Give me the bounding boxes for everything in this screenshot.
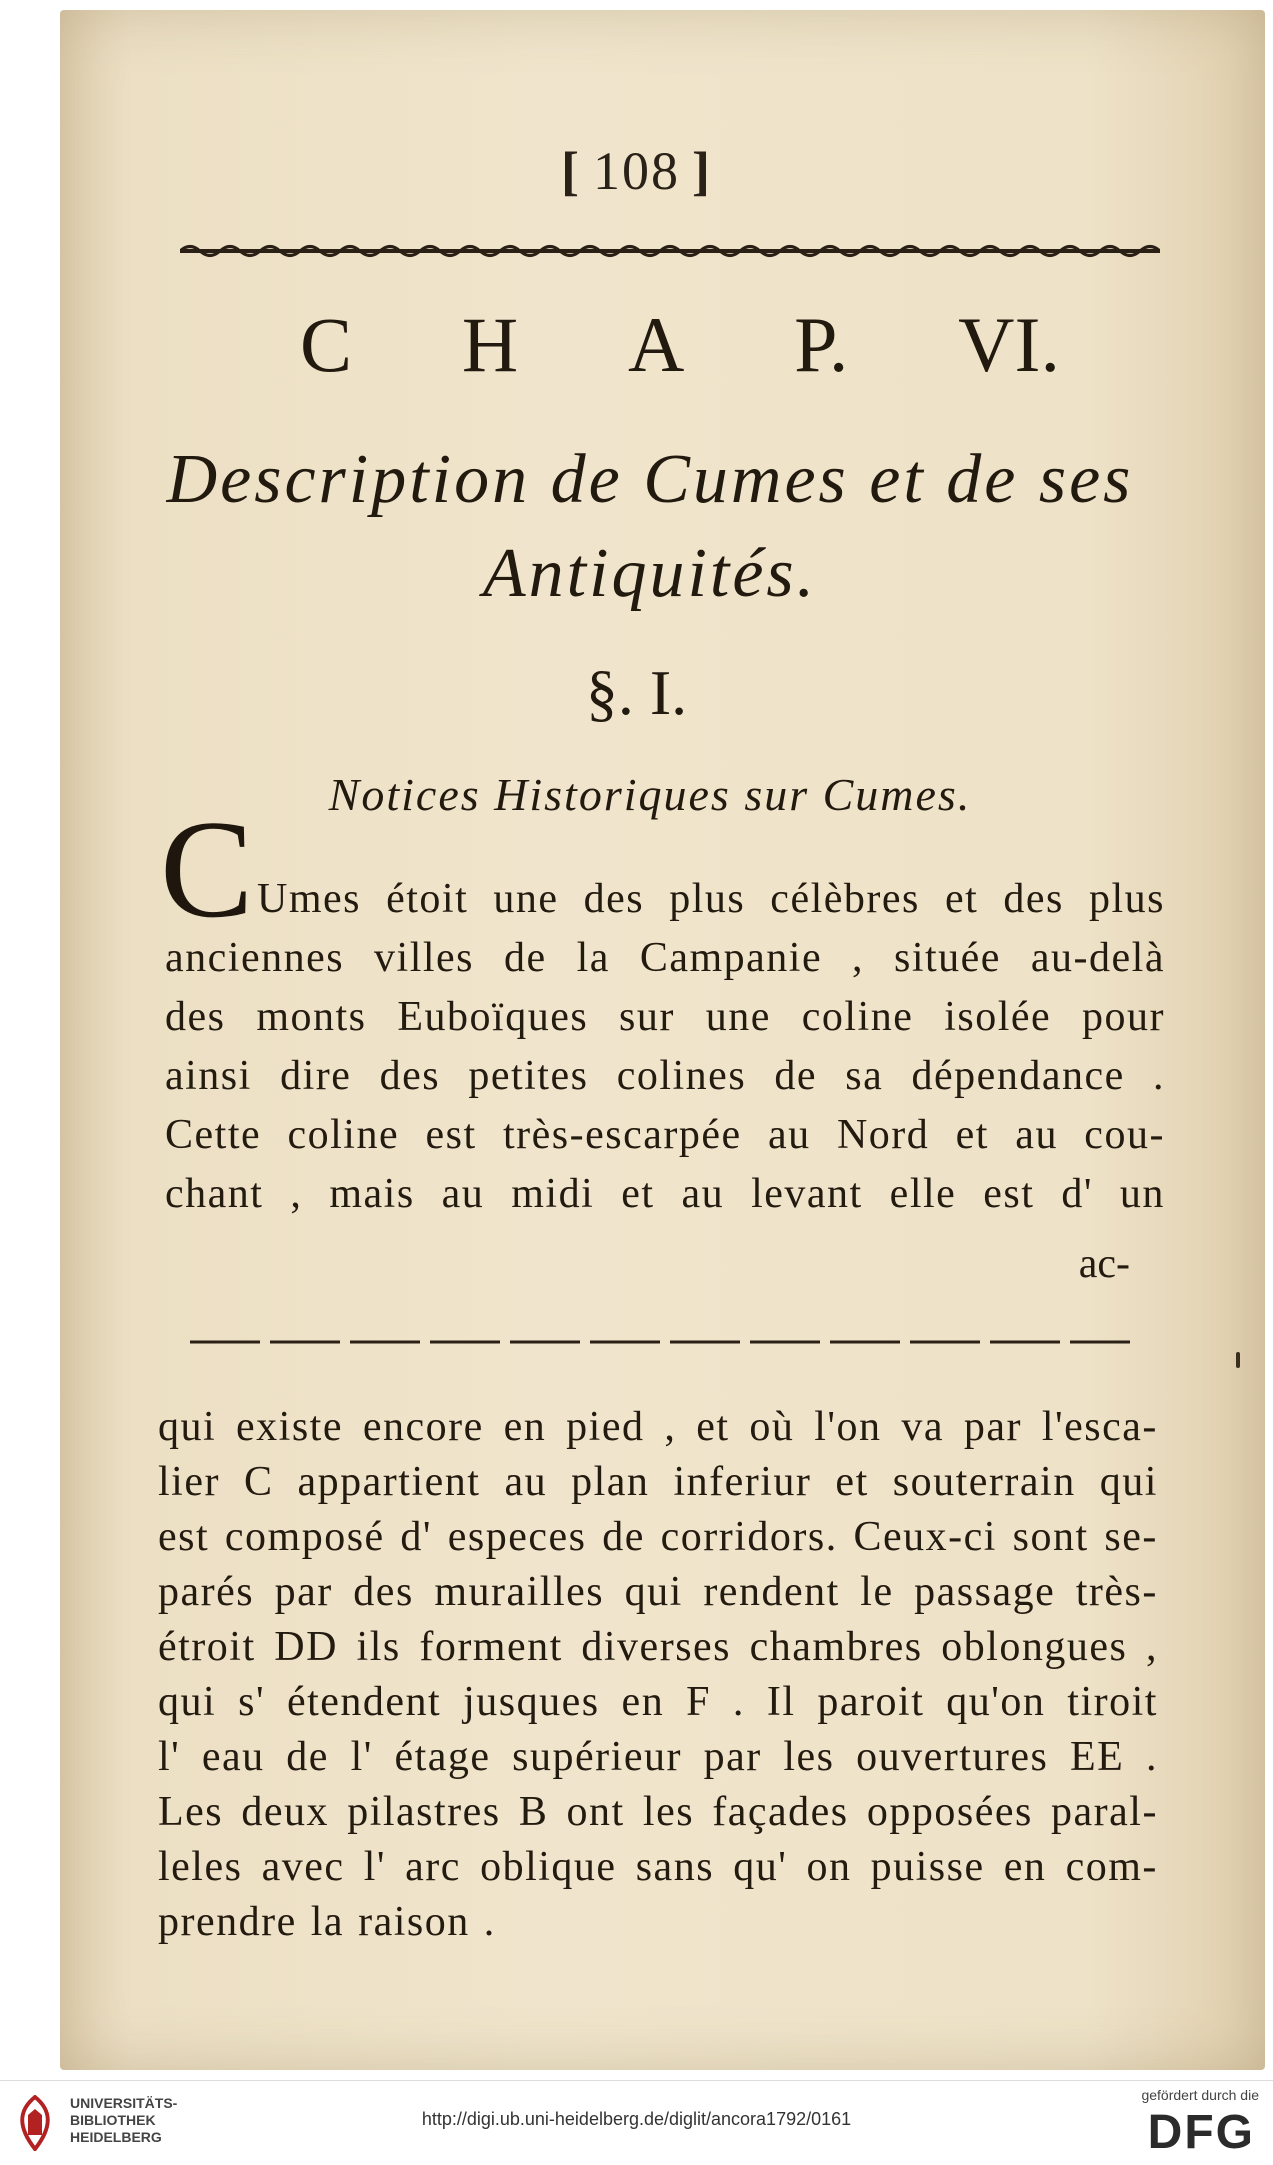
word: des: [353, 1569, 414, 1615]
word: par: [703, 1734, 762, 1780]
word: la: [310, 1899, 345, 1945]
word: cou-: [1084, 1112, 1165, 1158]
text-line: [158, 1620, 1158, 1675]
word: arc: [405, 1844, 461, 1890]
section-mark: §. I.: [585, 657, 688, 728]
word: Nord: [836, 1112, 930, 1158]
word: anciennes: [165, 935, 345, 981]
word: plus: [1088, 876, 1165, 922]
word: plus: [669, 876, 746, 922]
word: DD: [274, 1624, 338, 1670]
text-line: [165, 1047, 1165, 1106]
text-line: [165, 1165, 1165, 1224]
word: dire: [280, 1053, 352, 1099]
word: le: [860, 1569, 894, 1615]
text-line: [158, 1895, 1158, 1950]
word: chambres: [749, 1624, 923, 1670]
word: très-: [1075, 1569, 1158, 1615]
word: existe: [236, 1404, 343, 1450]
library-name-line: UNIVERSITÄTS-: [70, 2095, 178, 2111]
word: ouvertures: [856, 1734, 1049, 1780]
text-line: [158, 1730, 1158, 1785]
word: des: [379, 1053, 441, 1099]
word: les: [642, 1789, 695, 1835]
word: Cette: [165, 1112, 262, 1158]
word: au: [441, 1171, 485, 1217]
word: ainsi: [165, 1053, 252, 1099]
word: étendent: [286, 1679, 442, 1725]
word: paral-: [1051, 1789, 1158, 1835]
word: en: [621, 1679, 665, 1725]
funder-caption: gefördert durch die: [1141, 2087, 1259, 2103]
word: Euboïques: [397, 994, 589, 1040]
word: l': [363, 1844, 386, 1890]
word: des: [165, 994, 226, 1040]
word: étroit: [158, 1624, 256, 1670]
word: au: [504, 1459, 548, 1505]
page-number-left-brace: [: [561, 141, 581, 201]
margin-mark: [1236, 1352, 1240, 1368]
word: petites: [468, 1053, 589, 1099]
word: l'esca-: [1041, 1404, 1158, 1450]
word: especes: [447, 1514, 587, 1560]
word: sans: [635, 1844, 715, 1890]
word: deux: [241, 1789, 329, 1835]
word: de: [602, 1514, 645, 1560]
word: paroit: [817, 1679, 925, 1725]
word: est: [425, 1112, 477, 1158]
word: au: [767, 1112, 811, 1158]
word: midi: [511, 1171, 595, 1217]
text-line: [158, 1675, 1158, 1730]
word: sa: [845, 1053, 884, 1099]
word: l'on: [814, 1404, 882, 1450]
word: étoit: [386, 876, 469, 922]
word: où: [749, 1404, 795, 1450]
word: par: [963, 1404, 1022, 1450]
word: se-: [1104, 1514, 1158, 1560]
word: très-escarpée: [502, 1112, 742, 1158]
word: oblique: [480, 1844, 617, 1890]
word: la: [576, 935, 610, 981]
text-line: [165, 1106, 1165, 1165]
text-line: [165, 870, 1165, 929]
word: B: [518, 1789, 549, 1835]
chapter-letter: P.: [794, 301, 849, 388]
word: va: [901, 1404, 944, 1450]
word: mais: [329, 1171, 415, 1217]
word: colines: [616, 1053, 747, 1099]
word: ,: [852, 935, 865, 981]
word: d': [1061, 1171, 1093, 1217]
word: lier: [158, 1459, 220, 1505]
word: opposées: [866, 1789, 1033, 1835]
page-number-right-brace: ]: [692, 141, 712, 201]
word: ,: [1145, 1624, 1158, 1670]
word: qu': [733, 1844, 788, 1890]
word: supérieur: [512, 1734, 682, 1780]
word: prendre: [158, 1899, 297, 1945]
word: et: [696, 1404, 730, 1450]
word: isolée: [944, 994, 1052, 1040]
word: leles: [158, 1844, 243, 1890]
word: corridors.: [660, 1514, 838, 1560]
text-line: [158, 1510, 1158, 1565]
word: des: [1003, 876, 1064, 922]
word: on: [806, 1844, 852, 1890]
chapter-heading: [300, 300, 1060, 390]
word: au: [1015, 1112, 1058, 1158]
text-line: [165, 988, 1165, 1047]
word: est: [158, 1514, 210, 1560]
word: d': [400, 1514, 432, 1560]
word: inferiur: [673, 1459, 812, 1505]
word: ,: [290, 1171, 303, 1217]
word: monts: [256, 994, 367, 1040]
word: puisse: [870, 1844, 985, 1890]
word: levant: [751, 1171, 863, 1217]
text-line: [158, 1565, 1158, 1620]
word: dépendance: [911, 1053, 1125, 1099]
chapter-letter: C: [300, 301, 353, 388]
word: célèbres: [770, 876, 920, 922]
word: s': [238, 1679, 266, 1725]
word: en: [503, 1404, 547, 1450]
word: façades: [712, 1789, 849, 1835]
catchword: ac-: [1078, 1241, 1130, 1287]
word: jusques: [463, 1679, 600, 1725]
chapter-title-line-2: Antiquités.: [482, 535, 818, 612]
word: en: [1003, 1844, 1047, 1890]
word: de: [503, 935, 547, 981]
page-number-value: 108: [593, 141, 680, 201]
word: qu'on: [946, 1679, 1046, 1725]
word: Ceux-ci: [853, 1514, 997, 1560]
word: EE: [1070, 1734, 1125, 1780]
word: souterrain: [892, 1459, 1076, 1505]
word: étage: [394, 1734, 491, 1780]
word: oblongues: [941, 1624, 1128, 1670]
word: au: [681, 1171, 725, 1217]
word: eau: [201, 1734, 265, 1780]
word: ils: [356, 1624, 401, 1670]
word: murailles: [434, 1569, 605, 1615]
word: et: [944, 876, 979, 922]
word: un: [1119, 1171, 1165, 1217]
word: et: [955, 1112, 989, 1158]
word: villes: [374, 935, 475, 981]
dfg-logo[interactable]: DFG: [1147, 2106, 1255, 2159]
paragraph-2: [158, 1400, 1158, 1950]
word: une: [493, 876, 559, 922]
permalink-url[interactable]: http://digi.ub.uni-heidelberg.de/diglit/ancora1792/0161: [421, 2109, 852, 2129]
word: .: [1152, 1053, 1165, 1099]
text-line: [158, 1785, 1158, 1840]
library-name-line: HEIDELBERG: [70, 2129, 162, 2145]
text-line: [158, 1455, 1158, 1510]
word: avec: [261, 1844, 345, 1890]
word: elle: [889, 1171, 957, 1217]
chapter-letter: H: [461, 301, 519, 388]
word: Il: [766, 1679, 796, 1725]
word: ,: [664, 1404, 677, 1450]
word: parés: [158, 1569, 255, 1615]
word: com-: [1065, 1844, 1158, 1890]
text-line: [158, 1400, 1158, 1455]
word: qui: [158, 1404, 217, 1450]
word: F: [686, 1679, 711, 1725]
word: appartient: [297, 1459, 481, 1505]
word: ont: [566, 1789, 625, 1835]
library-name-line: BIBLIOTHEK: [70, 2112, 156, 2128]
word: coline: [287, 1112, 400, 1158]
paragraph-1: [165, 870, 1165, 1224]
word: .: [732, 1679, 745, 1725]
chapter-letter: A: [627, 301, 685, 388]
word: l': [350, 1734, 373, 1780]
word: Les: [158, 1789, 224, 1835]
word: plan: [571, 1459, 650, 1505]
word: .: [1145, 1734, 1158, 1780]
word: passage: [914, 1569, 1056, 1615]
drop-cap: C: [160, 792, 254, 947]
word: les: [783, 1734, 835, 1780]
word: raison: [358, 1899, 470, 1945]
word: Campanie: [639, 935, 823, 981]
viewer-footer: [0, 2080, 1273, 2165]
word: pour: [1082, 994, 1165, 1040]
word: qui: [624, 1569, 683, 1615]
word: Umes: [257, 876, 361, 922]
word: sont: [1012, 1514, 1089, 1560]
word: C: [243, 1459, 274, 1505]
ornamental-rule: [180, 242, 1160, 260]
word: tiroit: [1067, 1679, 1158, 1725]
word: de: [286, 1734, 329, 1780]
word: qui: [1099, 1459, 1158, 1505]
word: au-delà: [1030, 935, 1165, 981]
section-subtitle: Notices Historiques sur Cumes.: [328, 769, 972, 820]
word: qui: [158, 1679, 217, 1725]
word: coline: [801, 994, 914, 1040]
word: pilastres: [347, 1789, 501, 1835]
chapter-number: VI.: [958, 301, 1060, 388]
word: et: [835, 1459, 869, 1505]
text-line: [158, 1840, 1158, 1895]
word: située: [893, 935, 1001, 981]
word: chant: [165, 1171, 264, 1217]
word: pied: [566, 1404, 645, 1450]
text-line: [165, 929, 1165, 988]
word: forment: [419, 1624, 563, 1670]
word: l': [158, 1734, 181, 1780]
word: une: [705, 994, 771, 1040]
chapter-title-line-1: Description de Cumes et de ses: [166, 441, 1134, 518]
word: sur: [619, 994, 675, 1040]
page-number: [0, 140, 1273, 202]
word: est: [983, 1171, 1035, 1217]
word: des: [583, 876, 645, 922]
word: .: [483, 1899, 496, 1945]
word: rendent: [703, 1569, 840, 1615]
word: par: [274, 1569, 333, 1615]
page-break-rule: [190, 1338, 1130, 1346]
word: encore: [362, 1404, 484, 1450]
word: composé: [224, 1514, 385, 1560]
word: diverses: [581, 1624, 732, 1670]
word: et: [621, 1171, 655, 1217]
word: de: [774, 1053, 818, 1099]
